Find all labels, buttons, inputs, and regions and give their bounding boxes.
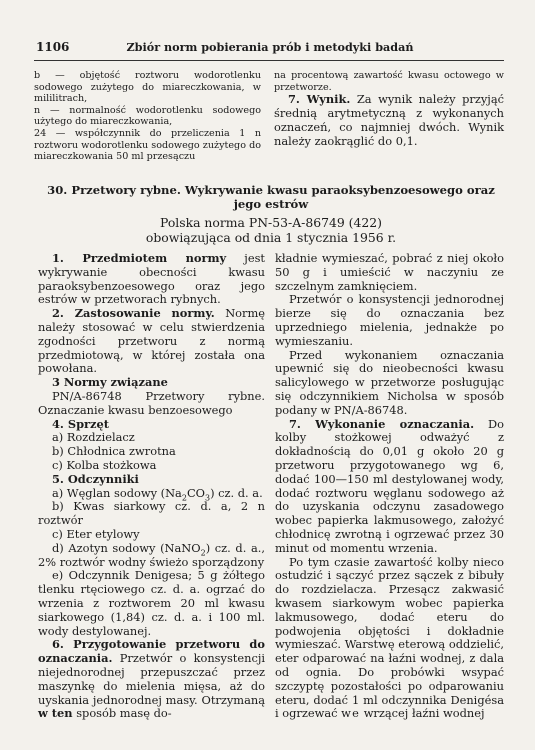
equipment-heading: 4. Sprzęt xyxy=(52,416,110,431)
section-title-line-1: 30. Przetwory rybne. Wykrywanie kwasu paraoksybenzoesowego oraz xyxy=(47,183,495,197)
section-title xyxy=(40,183,502,211)
equipment-item-a: a) Rozdzielacz xyxy=(52,430,135,445)
page-header xyxy=(36,40,504,56)
top-left-column xyxy=(34,70,261,163)
norm-line-2: obowiązująca od dnia 1 stycznia 1956 r. xyxy=(145,230,397,245)
reagent-c: c) Eter etylowy xyxy=(52,526,140,541)
running-title: Zbiór norm pobierania prób i metodyki badań xyxy=(126,40,414,54)
definition-24: 24 — współczynnik do przeliczenia 1 n roztworu wodorotlenku sodowego zużytego do miareczkowania 50 ml przesączu xyxy=(34,127,261,163)
reagent-a: a) Węglan sodowy $(Na_2CO_3)$ cz. d. a. xyxy=(52,485,263,502)
main-left-column xyxy=(38,252,265,721)
reagent-b: b) Kwas siarkowy cz. d. a, 2 n roztwór xyxy=(38,499,265,528)
main-right-column xyxy=(275,252,504,721)
related-norms-text: PN/A-86748 Przetwory rybne. Oznaczanie kwasu benzoesowego xyxy=(38,388,265,417)
subject-paragraph: 1. Przedmiotem normy jest wykrywanie obecności kwasu paraoksybenzoesowego oraz jego estrów w przetworach rybnych. xyxy=(38,251,265,307)
preparation-paragraph: 6. Przygotowanie przetworu do oznaczania. Przetwór o konsystencji niejednorodnej przepuszczać przez maszynkę do mielenia mięsa, aż do uyskania jednorodnej masy. Otrzymaną w ten sposób masę do- xyxy=(38,637,266,721)
top-right-column xyxy=(274,70,504,148)
right-paragraph-2: Przetwór o konsystencji jednorodnej bierze się do oznaczania bez uprzedniego mielenia, jednakże po wymieszaniu. xyxy=(275,292,504,348)
right-paragraph-1: kładnie wymieszać, pobrać z niej około 50 g i umieścić w naczyniu ze szczelnym zamknięciem. xyxy=(275,251,504,293)
related-norms-heading: 3 Normy związane xyxy=(52,375,168,390)
reagent-d: d) Azotyn sodowy (NaNO$_2$) cz. d. a., 2% roztwór wodny świeżo sporządzony xyxy=(38,540,265,569)
reagents-heading: 5. Odczynniki xyxy=(52,471,139,486)
equipment-item-c: c) Kolba stożkowa xyxy=(52,457,157,472)
definition-n: n — normalność wodorotlenku sodowego użytego do miareczkowania, xyxy=(34,104,261,128)
norm-line-1: Polska norma PN-53-A-86749 (422) xyxy=(159,215,382,230)
execution-paragraph: 7. Wykonanie oznaczania. Do kolby stożkowej odważyć z dokładnością do 0,01 g około 20 g przetworu przygotowanego wg 6, dodać 100—150 ml destylowanej wody, dodać roztworu węglanu sodowego aż do uzyskania odczynu zasadowego wobec papierka lakmusowego, założyć chłodnicę zwrotną i ogrzewać przez 30 minut od momentu wrzenia. xyxy=(275,416,504,555)
page-number: 1106 xyxy=(36,40,70,54)
result-text: Za wynik należy przyjąć średnią arytmetyczną z wykonanych oznaczeń, co najmniej dwóch. Wynik należy zaokrąglić do 0,1. xyxy=(274,92,505,148)
norm-info xyxy=(40,215,502,245)
application-paragraph: 2. Zastosowanie normy. Normę należy stosować w celu stwierdzenia zgodności przetworu z normą przedmiotową, w której została ona powołana. xyxy=(38,306,265,376)
result-heading: 7. Wynik. xyxy=(288,92,351,107)
definition-b: b — objętość roztworu wodorotlenku sodowego zużytego do miareczkowania, w mililitrach, xyxy=(34,70,261,105)
header-rule xyxy=(34,60,504,61)
reagent-e: e) Odczynnik Denigesa; 5 g żółtego tlenku rtęciowego cz. d. a. ogrzać do wrzenia z roztworem 20 ml kwasu siarkowego (1,84) cz. d. a. i 100 ml. wody destylowanej. xyxy=(38,568,265,638)
right-paragraph-5: Po tym czasie zawartość kolby nieco ostudzić i sączyć przez sączek z bibuły do rozdzielacza. Przesącz zakwasić kwasem siarkowym wobec papierka lakmusowego, dodać eteru do podwojenia objętości i dokładnie wymieszać. Warstwę eterową oddzielić, eter odparować na łaźni wodnej, z dala od ognia. Do probówki wsypać szczyptę pozostałości po odparowaniu eteru, dodać 1 ml odczynnika Denigésa i ogrzewać we wrzącej łaźni wodnej xyxy=(275,554,504,721)
result-section xyxy=(274,93,504,148)
equipment-item-b: b) Chłodnica zwrotna xyxy=(52,444,176,459)
section-title-line-2: jego estrów xyxy=(233,197,309,211)
continuation-text: na procentową zawartość kwasu octowego w przetworze. xyxy=(274,70,504,93)
right-paragraph-3: Przed wykonaniem oznaczania upewnić się do nieobecności kwasu salicylowego w przetworze posługując się odczynnikiem Nicholsa w sposób podany w PN/A-86748. xyxy=(275,347,504,417)
